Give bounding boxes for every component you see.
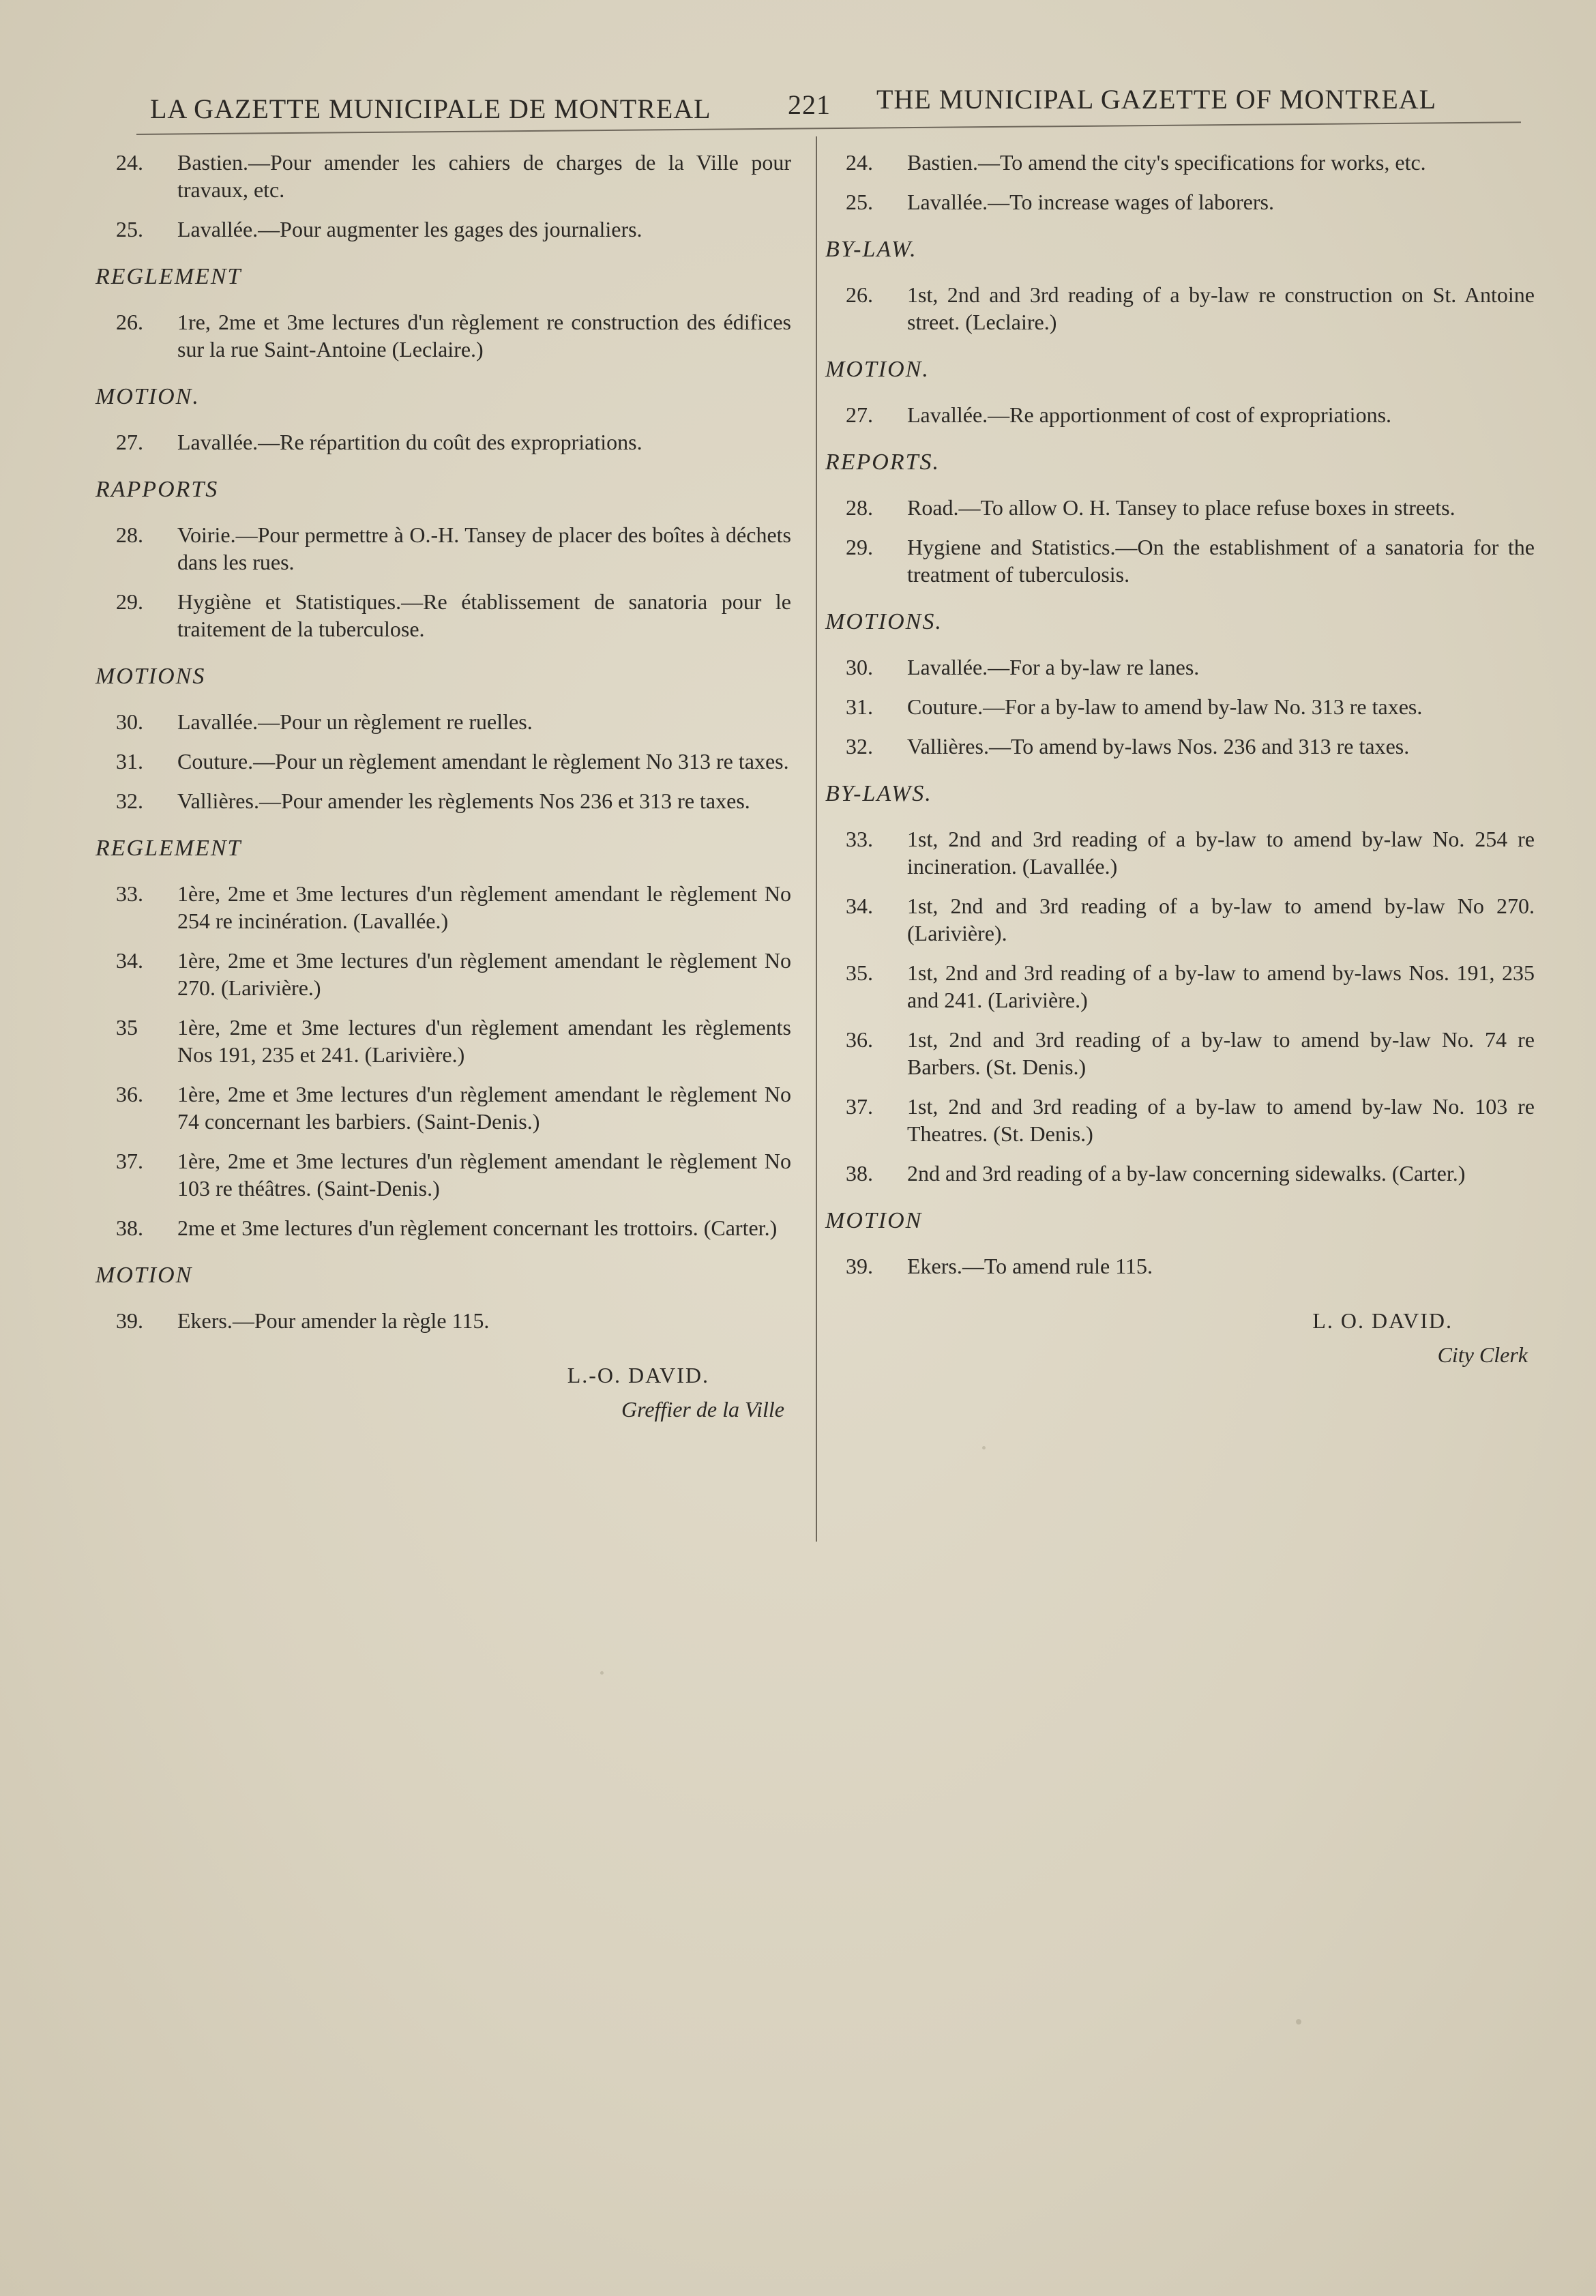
item-text: 1ère, 2me et 3me lectures d'un règlement amendant le règlement No 74 concernant les barbiers. (Saint-Denis.) <box>177 1082 791 1134</box>
agenda-item <box>95 947 791 1001</box>
item-text: 1re, 2me et 3me lectures d'un règlement re construction des édifices sur la rue Saint-Antoine (Leclaire.) <box>177 310 791 362</box>
item-text: Bastien.—Pour amender les cahiers de charges de la Ville pour travaux, etc. <box>177 150 791 202</box>
item-text: 1st, 2nd and 3rd reading of a by-law to amend by-law No 270. (Larivière). <box>907 894 1535 945</box>
item-number: 35 <box>116 1015 138 1040</box>
agenda-item <box>825 1093 1535 1147</box>
item-number: 34. <box>116 948 143 973</box>
item-number: 24. <box>846 150 873 175</box>
item-text: 1ère, 2me et 3me lectures d'un règlement amendant le règlement No 254 re incinération. (Lavallée.) <box>177 881 791 933</box>
page-number: 221 <box>788 89 831 120</box>
item-text: Hygiène et Statistiques.—Re établissement de sanatoria pour le traitement de la tuberculose. <box>177 589 791 641</box>
item-number: 26. <box>116 310 143 334</box>
item-number: 36. <box>846 1027 873 1052</box>
item-text: Hygiene and Statistics.—On the establishment of a sanatoria for the treatment of tuberculosis. <box>907 535 1535 587</box>
agenda-item <box>825 1160 1535 1187</box>
agenda-item <box>825 401 1535 428</box>
item-text: 1st, 2nd and 3rd reading of a by-law to amend by-law No. 254 re incineration. (Lavallée.) <box>907 827 1535 879</box>
agenda-item <box>825 533 1535 588</box>
section-heading: BY-LAWS. <box>825 781 932 806</box>
item-number: 34. <box>846 894 873 918</box>
agenda-item <box>95 1147 791 1202</box>
page-blemish <box>1296 2019 1301 2025</box>
agenda-item <box>95 748 791 775</box>
agenda-item <box>95 1307 791 1334</box>
item-number: 27. <box>846 402 873 427</box>
item-number: 38. <box>116 1216 143 1240</box>
item-text: Lavallée.—Re répartition du coût des expropriations. <box>177 430 642 454</box>
item-number: 38. <box>846 1161 873 1186</box>
item-number: 30. <box>116 709 143 734</box>
agenda-item <box>95 1014 791 1068</box>
agenda-item <box>825 733 1535 760</box>
item-text: Lavallée.—Pour augmenter les gages des journaliers. <box>177 217 642 241</box>
agenda-item <box>825 653 1535 681</box>
section-heading: REGLEMENT <box>95 264 242 289</box>
item-number: 25. <box>846 190 873 214</box>
section-heading: MOTION. <box>825 357 930 382</box>
signature-title: Greffier de la Ville <box>621 1397 784 1422</box>
item-number: 31. <box>846 694 873 719</box>
item-text: 2nd and 3rd reading of a by-law concerning sidewalks. (Carter.) <box>907 1161 1466 1186</box>
item-text: Lavallée.—For a by-law re lanes. <box>907 655 1200 679</box>
item-text: Couture.—For a by-law to amend by-law No. 313 re taxes. <box>907 694 1423 719</box>
item-number: 25. <box>116 217 143 241</box>
item-number: 27. <box>116 430 143 454</box>
section-heading: BY-LAW. <box>825 237 917 262</box>
page-blemish <box>600 1671 604 1675</box>
item-text: Ekers.—Pour amender la règle 115. <box>177 1308 490 1333</box>
signature-title: City Clerk <box>1437 1342 1528 1367</box>
agenda-item <box>825 892 1535 947</box>
item-text: Couture.—Pour un règlement amendant le règlement No 313 re taxes. <box>177 749 789 774</box>
page-blemish <box>982 1446 986 1449</box>
item-number: 29. <box>846 535 873 559</box>
agenda-item <box>825 149 1535 176</box>
agenda-item <box>95 787 791 814</box>
item-text: Vallières.—To amend by-laws Nos. 236 and 313 re taxes. <box>907 734 1410 759</box>
item-text: Road.—To allow O. H. Tansey to place refuse boxes in streets. <box>907 495 1455 520</box>
agenda-item <box>825 281 1535 336</box>
section-heading: MOTIONS. <box>825 609 943 634</box>
item-number: 35. <box>846 960 873 985</box>
agenda-item <box>95 216 791 243</box>
item-text: 1st, 2nd and 3rd reading of a by-law re construction on St. Antoine street. (Leclaire.) <box>907 282 1535 334</box>
item-number: 39. <box>846 1254 873 1278</box>
item-text: Voirie.—Pour permettre à O.-H. Tansey de placer des boîtes à déchets dans les rues. <box>177 523 791 574</box>
item-number: 33. <box>116 881 143 906</box>
signature-block <box>95 1362 791 1423</box>
item-number: 31. <box>116 749 143 774</box>
agenda-item <box>825 1026 1535 1080</box>
agenda-item <box>95 149 791 203</box>
item-text: Bastien.—To amend the city's specifications for works, etc. <box>907 150 1426 175</box>
header-title-french: LA GAZETTE MUNICIPALE DE MONTREAL <box>150 93 711 124</box>
item-text: Lavallée.—To increase wages of laborers. <box>907 190 1274 214</box>
item-number: 24. <box>116 150 143 175</box>
agenda-item <box>825 693 1535 720</box>
signature-name: L. O. DAVID. <box>1312 1308 1453 1333</box>
item-text: 1st, 2nd and 3rd reading of a by-law to amend by-laws Nos. 191, 235 and 241. (Larivière.) <box>907 960 1535 1012</box>
item-text: 2me et 3me lectures d'un règlement concernant les trottoirs. (Carter.) <box>177 1216 778 1240</box>
section-heading: REPORTS. <box>825 450 941 475</box>
agenda-item <box>825 494 1535 521</box>
item-number: 28. <box>846 495 873 520</box>
header-title-english: THE MUNICIPAL GAZETTE OF MONTREAL <box>876 84 1437 115</box>
item-text: 1ère, 2me et 3me lectures d'un règlement amendant le règlement No 103 re théâtres. (Saint-Denis.) <box>177 1149 791 1201</box>
item-text: 1st, 2nd and 3rd reading of a by-law to amend by-law No. 74 re Barbers. (St. Denis.) <box>907 1027 1535 1079</box>
section-heading: MOTIONS <box>95 664 206 689</box>
agenda-item <box>95 308 791 363</box>
item-number: 29. <box>116 589 143 614</box>
agenda-item <box>95 1080 791 1135</box>
english-column <box>825 149 1535 1368</box>
column-divider <box>816 136 817 1542</box>
item-number: 26. <box>846 282 873 307</box>
signature-name: L.-O. DAVID. <box>567 1363 709 1387</box>
agenda-item <box>95 428 791 456</box>
item-text: 1st, 2nd and 3rd reading of a by-law to amend by-law No. 103 re Theatres. (St. Denis.) <box>907 1094 1535 1146</box>
agenda-item <box>95 588 791 643</box>
section-heading: RAPPORTS <box>95 477 219 502</box>
item-number: 33. <box>846 827 873 851</box>
item-text: Vallières.—Pour amender les règlements Nos 236 et 313 re taxes. <box>177 789 750 813</box>
item-number: 37. <box>846 1094 873 1119</box>
agenda-item <box>825 1252 1535 1280</box>
item-number: 37. <box>116 1149 143 1173</box>
item-text: 1ère, 2me et 3me lectures d'un règlement amendant les règlements Nos 191, 235 et 241. (Larivière.) <box>177 1015 791 1067</box>
agenda-item <box>95 1214 791 1241</box>
agenda-item <box>95 880 791 934</box>
item-number: 32. <box>116 789 143 813</box>
agenda-item <box>825 188 1535 216</box>
agenda-item <box>95 708 791 735</box>
item-text: Lavallée.—Pour un règlement re ruelles. <box>177 709 533 734</box>
section-heading: MOTION <box>825 1208 923 1233</box>
item-number: 30. <box>846 655 873 679</box>
item-number: 28. <box>116 523 143 547</box>
item-number: 36. <box>116 1082 143 1106</box>
section-heading: MOTION. <box>95 384 200 409</box>
section-heading: MOTION <box>95 1263 193 1288</box>
signature-block <box>825 1307 1535 1368</box>
item-text: Lavallée.—Re apportionment of cost of expropriations. <box>907 402 1392 427</box>
agenda-item <box>825 959 1535 1014</box>
item-text: 1ère, 2me et 3me lectures d'un règlement amendant le règlement No 270. (Larivière.) <box>177 948 791 1000</box>
section-heading: REGLEMENT <box>95 836 242 861</box>
agenda-item <box>825 825 1535 880</box>
french-column <box>95 149 791 1423</box>
agenda-item <box>95 521 791 576</box>
item-number: 32. <box>846 734 873 759</box>
item-text: Ekers.—To amend rule 115. <box>907 1254 1153 1278</box>
item-number: 39. <box>116 1308 143 1333</box>
